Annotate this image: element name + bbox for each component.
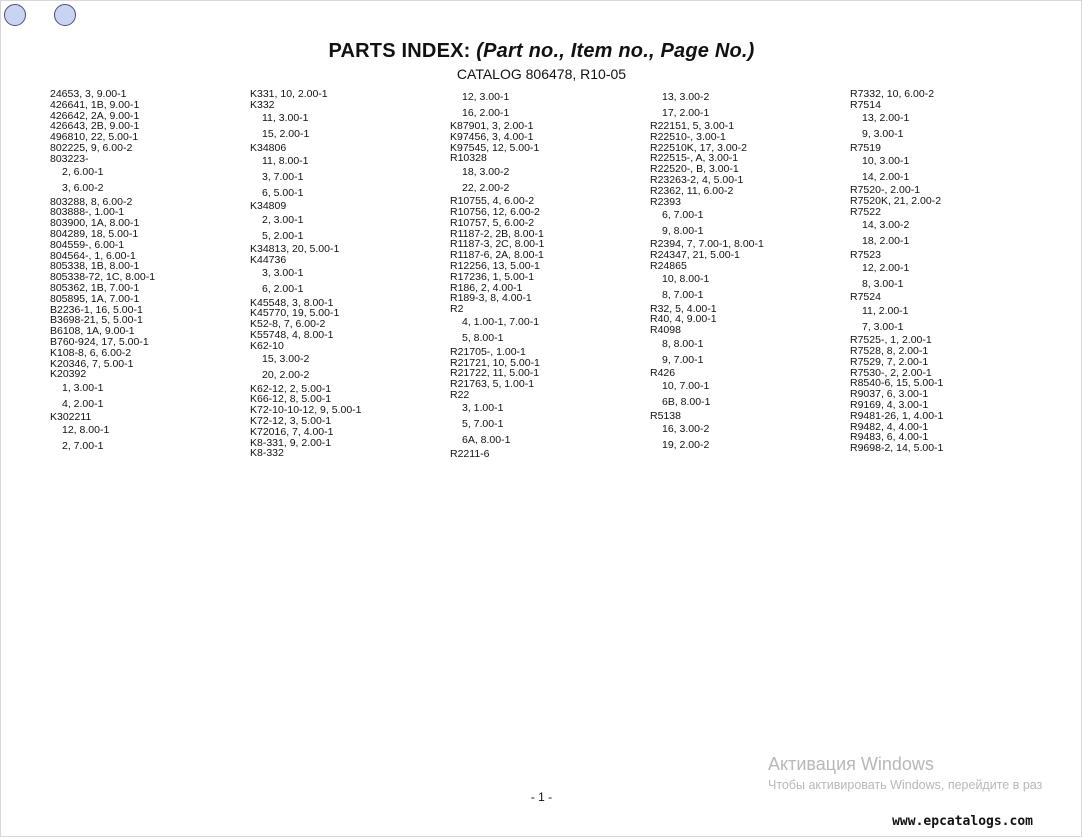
index-entry: R17236, 1, 5.00-1	[450, 270, 535, 283]
index-entry: 803888-, 1.00-1	[50, 206, 125, 219]
index-entry: R10328	[450, 152, 487, 165]
index-subentry: 11, 8.00-1	[262, 154, 309, 167]
index-entry: K97456, 3, 4.00-1	[450, 130, 534, 143]
index-subentry: 10, 8.00-1	[662, 273, 710, 286]
index-column-3	[450, 89, 640, 460]
index-subentry: 19, 2.00-2	[662, 439, 710, 452]
index-entry: R7528, 8, 2.00-1	[850, 345, 929, 358]
index-entry: R10756, 12, 6.00-2	[450, 205, 540, 218]
index-entry: R2211-6	[450, 447, 490, 460]
index-entry: K20392	[50, 368, 87, 381]
index-entry: B3698-21, 5, 5.00-1	[50, 314, 143, 327]
index-entry: K34813, 20, 5.00-1	[250, 243, 340, 256]
index-entry: R2362, 11, 6.00-2	[650, 184, 734, 197]
index-entry: R22515-, A, 3.00-1	[650, 152, 739, 165]
index-entry: 804564-, 1, 6.00-1	[50, 249, 136, 262]
index-entry: R5138	[650, 409, 681, 422]
index-subentry: 16, 2.00-1	[462, 106, 510, 119]
index-subentry: 4, 1.00-1, 7.00-1	[462, 316, 540, 329]
index-subentry: 6, 7.00-1	[662, 208, 704, 221]
index-subentry: 3, 7.00-1	[262, 170, 304, 183]
index-subentry: 4, 2.00-1	[62, 397, 104, 410]
windows-activation-watermark-text: Чтобы активировать Windows, перейдите в раз	[768, 778, 1043, 792]
index-subentry: 9, 8.00-1	[662, 224, 704, 237]
index-subentry: 17, 2.00-1	[662, 106, 710, 119]
index-entry: K332	[250, 98, 275, 111]
index-subentry: 13, 2.00-1	[862, 112, 910, 125]
index-entry: 803223-	[50, 152, 89, 165]
index-subentry: 2, 3.00-1	[262, 213, 304, 226]
index-subentry: 12, 2.00-1	[862, 262, 910, 275]
index-subentry: 3, 1.00-1	[462, 402, 504, 415]
index-entry: R9483, 6, 4.00-1	[850, 431, 929, 444]
index-entry: B6108, 1A, 9.00-1	[50, 325, 135, 338]
index-entry: R7529, 7, 2.00-1	[850, 355, 929, 368]
index-entry: 804289, 18, 5.00-1	[50, 227, 139, 240]
index-subentry: 5, 8.00-1	[462, 332, 504, 345]
index-subentry: 10, 3.00-1	[862, 154, 910, 167]
index-subentry: 11, 3.00-1	[262, 112, 309, 125]
index-subentry: 6A, 8.00-1	[462, 434, 511, 447]
index-entry: R7519	[850, 141, 881, 154]
index-entry: R2394, 7, 7.00-1, 8.00-1	[650, 238, 764, 251]
index-subentry: 16, 3.00-2	[662, 423, 710, 436]
index-subentry: 12, 3.00-1	[462, 90, 510, 103]
page-title	[0, 40, 1083, 63]
index-entry: R32, 5, 4.00-1	[650, 302, 717, 315]
site-watermark: www.epcatalogs.com	[892, 814, 1033, 829]
index-subentry: 18, 2.00-1	[862, 235, 910, 248]
index-entry: K52-8, 7, 6.00-2	[250, 318, 326, 331]
index-entry: R9169, 4, 3.00-1	[850, 399, 929, 411]
index-subentry: 3, 3.00-1	[262, 267, 304, 280]
nav-forward-circle-button[interactable]	[54, 4, 76, 26]
index-entry: R21763, 5, 1.00-1	[450, 378, 535, 391]
index-entry: R7522	[850, 205, 881, 218]
index-entry: K87901, 3, 2.00-1	[450, 119, 534, 132]
index-entry: R9698-2, 14, 5.00-1	[850, 442, 944, 455]
index-subentry: 9, 7.00-1	[662, 353, 704, 366]
index-entry: R21705-, 1.00-1	[450, 345, 526, 358]
index-entry: R426	[650, 367, 676, 380]
index-entry: 426641, 1B, 9.00-1	[50, 98, 140, 111]
index-entry: K72-10-10-12, 9, 5.00-1	[250, 404, 362, 417]
page-number: - 1 -	[530, 790, 553, 804]
index-entry: K62-10	[250, 339, 284, 352]
index-entry: R7332, 10, 6.00-2	[850, 88, 935, 100]
index-entry: R9482, 4, 4.00-1	[850, 420, 929, 433]
index-entry: R1187-6, 2A, 8.00-1	[450, 249, 544, 262]
index-subentry: 10, 7.00-1	[662, 380, 710, 393]
index-entry: K97545, 12, 5.00-1	[450, 141, 540, 154]
index-entry: B760-924, 17, 5.00-1	[50, 335, 149, 348]
index-entry: R2393	[650, 195, 681, 208]
nav-back-circle-button[interactable]	[4, 4, 26, 26]
index-entry: 24653, 3, 9.00-1	[50, 88, 127, 100]
index-entry: R12256, 13, 5.00-1	[450, 259, 540, 272]
index-subentry: 2, 6.00-1	[62, 166, 104, 179]
index-entry: R9037, 6, 3.00-1	[850, 388, 929, 401]
index-entry: K55748, 4, 8.00-1	[250, 329, 334, 342]
index-entry: 426643, 2B, 9.00-1	[50, 120, 140, 133]
index-entry: K66-12, 8, 5.00-1	[250, 393, 332, 406]
index-entry: R9481-26, 1, 4.00-1	[850, 409, 944, 422]
index-subentry: 12, 8.00-1	[62, 424, 110, 437]
index-entry: 496810, 22, 5.00-1	[50, 131, 139, 144]
index-entry: R1187-3, 2C, 8.00-1	[450, 238, 545, 251]
index-entry: R7520-, 2.00-1	[850, 184, 921, 197]
index-entry: R24347, 21, 5.00-1	[650, 249, 740, 262]
index-subentry: 15, 3.00-2	[262, 353, 310, 366]
index-entry: R7530-, 2, 2.00-1	[850, 366, 932, 379]
index-subentry: 20, 2.00-2	[262, 369, 310, 382]
index-subentry: 5, 7.00-1	[462, 418, 504, 431]
index-entry: 805362, 1B, 7.00-1	[50, 281, 140, 294]
index-entry: K8-332	[250, 447, 284, 460]
index-entry: 802225, 9, 6.00-2	[50, 141, 133, 154]
index-entry: R22	[450, 389, 470, 402]
index-entry: R8540-6, 15, 5.00-1	[850, 377, 944, 390]
index-subentry: 7, 3.00-1	[862, 320, 904, 333]
index-subentry: 14, 2.00-1	[862, 170, 910, 183]
index-entry: R10755, 4, 6.00-2	[450, 195, 535, 208]
index-entry: R189-3, 8, 4.00-1	[450, 292, 532, 305]
index-entry: R186, 2, 4.00-1	[450, 281, 523, 294]
catalog-line: CATALOG 806478, R10-05	[456, 66, 627, 82]
index-entry: K8-331, 9, 2.00-1	[250, 436, 332, 449]
index-entry: R21722, 11, 5.00-1	[450, 367, 540, 380]
index-entry: K34809	[250, 200, 287, 213]
index-subentry: 13, 3.00-2	[662, 90, 710, 103]
index-entry: 805338, 1B, 8.00-1	[50, 260, 140, 273]
index-entry: 426642, 2A, 9.00-1	[50, 109, 140, 122]
index-entry: K34806	[250, 141, 287, 154]
index-entry: K45770, 19, 5.00-1	[250, 307, 340, 320]
index-subentry: 22, 2.00-2	[462, 181, 510, 194]
index-subentry: 6, 5.00-1	[262, 186, 304, 199]
index-entry: R7525-, 1, 2.00-1	[850, 334, 932, 347]
index-entry: 803288, 8, 6.00-2	[50, 195, 133, 208]
index-entry: R40, 4, 9.00-1	[650, 313, 717, 326]
index-entry: R22151, 5, 3.00-1	[650, 119, 735, 132]
index-entry: K72-12, 3, 5.00-1	[250, 414, 332, 427]
index-subentry: 6, 2.00-1	[262, 283, 304, 296]
index-entry: R22520-, B, 3.00-1	[650, 163, 739, 176]
windows-activation-watermark-title: Активация Windows	[768, 754, 934, 774]
index-subentry: 6B, 8.00-1	[662, 396, 711, 409]
index-column-2	[250, 89, 440, 459]
index-subentry: 8, 3.00-1	[862, 278, 904, 291]
index-column-1	[50, 89, 240, 455]
index-entry: K44736	[250, 253, 287, 266]
index-column-5	[850, 89, 1040, 454]
index-entry: 805895, 1A, 7.00-1	[50, 292, 140, 305]
index-subentry: 15, 2.00-1	[262, 128, 310, 141]
index-entry: 805338-72, 1C, 8.00-1	[50, 271, 156, 284]
index-entry: K331, 10, 2.00-1	[250, 88, 328, 100]
index-entry: K45548, 3, 8.00-1	[250, 296, 334, 309]
index-entry: K302211	[50, 411, 92, 424]
index-subentry: 5, 2.00-1	[262, 229, 304, 242]
index-entry: R4098	[650, 324, 681, 337]
title-subtitle: (Part no., Item no., Page No.)	[476, 40, 755, 62]
index-column-4	[650, 89, 840, 454]
index-entry: R23263-2, 4, 5.00-1	[650, 173, 744, 186]
index-subentry: 3, 6.00-2	[62, 182, 104, 195]
index-subentry: 8, 8.00-1	[662, 337, 704, 350]
index-entry: K20346, 7, 5.00-1	[50, 357, 134, 370]
index-subentry: 2, 7.00-1	[62, 440, 104, 453]
index-entry: R10757, 5, 6.00-2	[450, 216, 535, 229]
index-entry: B2236-1, 16, 5.00-1	[50, 303, 143, 316]
index-entry: R22510-, 3.00-1	[650, 130, 726, 143]
index-subentry: 11, 2.00-1	[862, 304, 909, 317]
index-subentry: 14, 3.00-2	[862, 219, 910, 232]
index-entry: R7523	[850, 248, 881, 261]
index-entry: R1187-2, 2B, 8.00-1	[450, 227, 544, 240]
index-entry: K108-8, 6, 6.00-2	[50, 346, 132, 359]
index-subentry: 1, 3.00-1	[62, 381, 104, 394]
index-entry: R7524	[850, 291, 881, 304]
index-entry: R21721, 10, 5.00-1	[450, 356, 540, 369]
index-entry: R7520K, 21, 2.00-2	[850, 195, 942, 208]
index-entry: R7514	[850, 98, 881, 111]
index-entry: 803900, 1A, 8.00-1	[50, 217, 140, 230]
index-subentry: 9, 3.00-1	[862, 128, 904, 141]
index-entry: R22510K, 17, 3.00-2	[650, 141, 747, 154]
index-subentry: 18, 3.00-2	[462, 165, 510, 178]
index-subentry: 8, 7.00-1	[662, 289, 704, 302]
index-entry: 804559-, 6.00-1	[50, 238, 125, 251]
index-entry: R24865	[650, 259, 687, 272]
title-main: PARTS INDEX:	[328, 40, 471, 62]
index-entry: K72016, 7, 4.00-1	[250, 425, 334, 438]
index-entry: R2	[450, 303, 464, 316]
index-entry: K62-12, 2, 5.00-1	[250, 382, 332, 395]
